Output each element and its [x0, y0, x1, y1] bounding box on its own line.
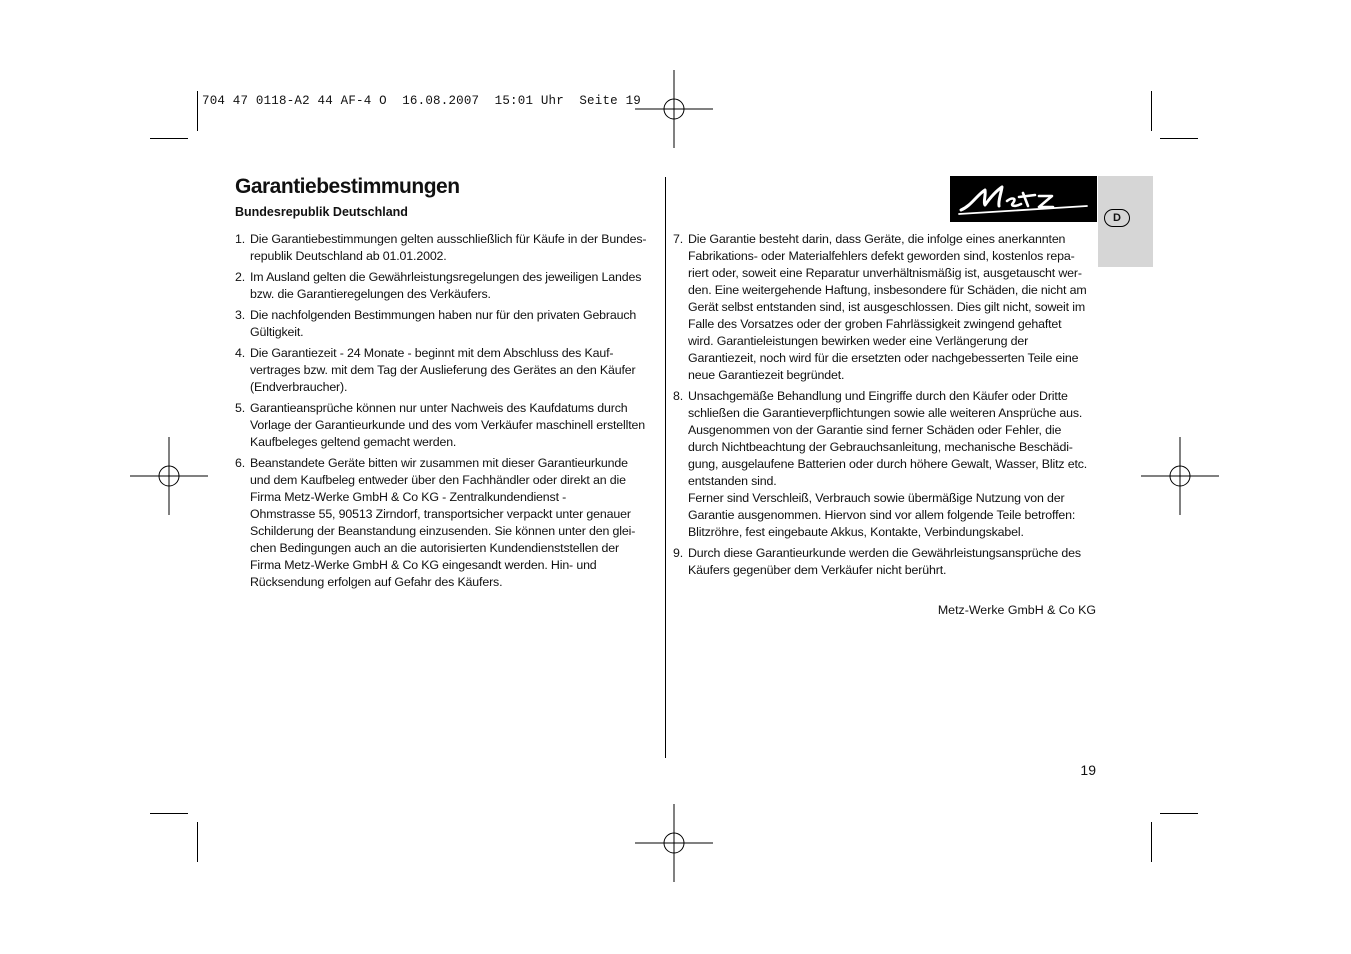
- column-divider: [665, 177, 666, 758]
- list-item: [673, 388, 1097, 541]
- list-item: [235, 231, 655, 265]
- item-text: Beanstandete Geräte bitten wir zusammen mit dieser Garantieurkunde und dem Kaufbeleg entweder über den Fachhändler oder direkt an die Firma Metz-Werke GmbH & Co KG - Zentralkundendienst - Ohmstrasse 55, 90513 Zirndorf, transportsicher verpackt unter genauer Schilderung der Beanstandung einzusenden. Sie können unter den glei- chen Bedingungen auch an die autorisierten Kundendienststellen der Firma Metz-Werke GmbH & Co KG eingesandt werden. Hin- und Rücksendung erfolgen auf Gefahr des Käufers.: [250, 456, 636, 589]
- right-column: [673, 231, 1097, 583]
- metz-logo-icon: [955, 179, 1093, 219]
- list-item: [235, 269, 655, 303]
- crop-mark: [1151, 822, 1152, 862]
- registration-mark-icon: [635, 70, 713, 148]
- registration-mark-icon: [1141, 437, 1219, 515]
- page-number: 19: [1080, 762, 1096, 778]
- crop-mark: [150, 813, 188, 814]
- crop-mark: [1160, 138, 1198, 139]
- language-badge: D: [1104, 209, 1130, 227]
- page-title: Garantiebestimmungen: [235, 175, 460, 198]
- crop-mark: [197, 91, 198, 131]
- metz-logo: [950, 176, 1097, 222]
- item-text: Die nachfolgenden Bestimmungen haben nur für den privaten Gebrauch Gültigkeit.: [250, 308, 637, 339]
- item-number: 1.: [235, 232, 246, 246]
- item-text: Die Garantiezeit - 24 Monate - beginnt mit dem Abschluss des Kauf- vertrages bzw. mit dem Tag der Auslieferung des Gerätes an den Käufer (Endverbraucher).: [250, 346, 636, 394]
- company-signature: Metz-Werke GmbH & Co KG: [937, 603, 1096, 617]
- item-number: 6.: [235, 456, 246, 470]
- crop-mark: [1151, 91, 1152, 131]
- language-tab: [1098, 176, 1153, 267]
- page-subtitle: Bundesrepublik Deutschland: [235, 205, 408, 219]
- list-item: [673, 545, 1097, 579]
- item-number: 2.: [235, 270, 246, 284]
- item-number: 3.: [235, 308, 246, 322]
- item-text: Garantieansprüche können nur unter Nachweis des Kaufdatums durch Vorlage der Garantieurkunde und des vom Verkäufer maschinell erstellten Kaufbeleges geltend gemacht werden.: [250, 401, 646, 449]
- registration-mark-icon: [130, 437, 208, 515]
- crop-mark: [150, 138, 188, 139]
- list-item: [235, 307, 655, 341]
- list-item: [235, 400, 655, 451]
- registration-mark-icon: [635, 804, 713, 882]
- crop-mark: [1160, 813, 1198, 814]
- item-text: Die Garantie besteht darin, dass Geräte, die infolge eines anerkannten Fabrikations- oder Materialfehlers defekt geworden sind, kostenlos repa- riert oder, soweit eine Reparatur unverhältnismäßig ist, ausgetauscht wer- den. Eine weitergehende Haftung, insbesondere für Schäden, die nicht am Gerät selbst entstanden sind, ist ausgeschlossen. Dies gilt nicht, soweit im Falle des Vorsatzes oder der groben Fahrlässigkeit zwingend gehaftet wird. Garantieleistungen bewirken weder eine Verlängerung der Garantiezeit, noch wird für die ersetzten oder nachgebesserten Teile eine neue Garantiezeit begründet.: [688, 232, 1087, 382]
- item-text: Die Garantiebestimmungen gelten ausschließlich für Käufe in der Bundes- republik Deutschland ab 01.01.2002.: [250, 232, 647, 263]
- crop-mark: [197, 822, 198, 862]
- item-number: 5.: [235, 401, 246, 415]
- print-header: 704 47 0118-A2 44 AF-4 O 16.08.2007 15:01 Uhr Seite 19: [202, 94, 641, 108]
- left-column: [235, 231, 655, 595]
- list-item: [235, 455, 655, 591]
- item-number: 4.: [235, 346, 246, 360]
- item-text: Unsachgemäße Behandlung und Eingriffe durch den Käufer oder Dritte schließen die Garantieverpflichtungen sowie alle weiteren Ansprüche aus. Ausgenommen von der Garantie sind ferner Schäden oder Fehler, die durch Nichtbeachtung der Gebrauchsanleitung, mechanische Beschädi- gung, ausgelaufene Batterien oder durch höhere Gewalt, Wasser, Blitz etc. entstanden sind. Ferner sind Verschleiß, Verbrauch sowie übermäßige Nutzung von der Garantie ausgenommen. Hiervon sind vor allem folgende Teile betroffen: Blitzröhre, fest eingebaute Akkus, Kontakte, Verbindungskabel.: [688, 389, 1088, 539]
- item-text: Durch diese Garantieurkunde werden die Gewährleistungsansprüche des Käufers gegenüber dem Verkäufer nicht berührt.: [688, 546, 1081, 577]
- item-number: 8.: [673, 389, 684, 403]
- list-item: [673, 231, 1097, 384]
- item-text: Im Ausland gelten die Gewährleistungsregelungen des jeweiligen Landes bzw. die Garantieregelungen des Verkäufers.: [250, 270, 642, 301]
- item-number: 9.: [673, 546, 684, 560]
- list-item: [235, 345, 655, 396]
- item-number: 7.: [673, 232, 684, 246]
